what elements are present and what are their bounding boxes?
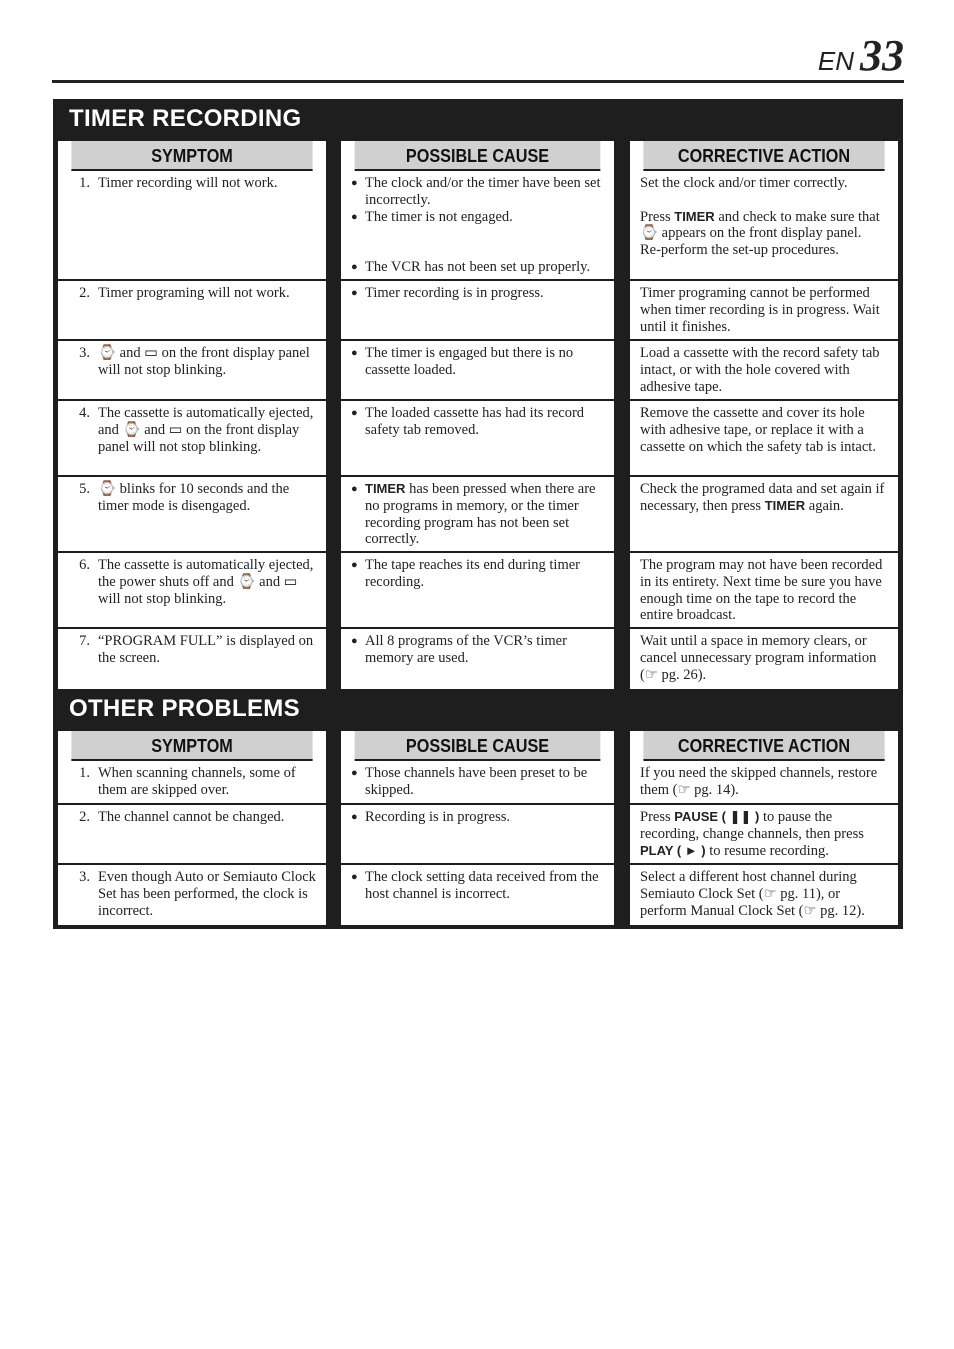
bullet-icon: ●: [351, 483, 358, 495]
language-code: EN: [817, 46, 854, 76]
table-row: [58, 281, 326, 341]
table-row: [58, 761, 326, 805]
table-row: [341, 553, 614, 629]
table-row: [630, 553, 898, 629]
bullet-icon: ●: [351, 347, 358, 359]
table-row: [341, 401, 614, 477]
action-text: The program may not have been recorded in its entirety. Next time be sure you have enough time on the tape to record the entire broadcast.: [640, 557, 883, 624]
action-text: Load a cassette with the record safety tab intact, or with the hole covered with adhesive tape.: [640, 345, 880, 395]
action-part: to pause the recording, change channels, then press: [640, 809, 864, 842]
action-text: Timer programing cannot be performed when timer recording is in progress. Wait until it finishes.: [640, 285, 880, 335]
action-part: Check the programed data and set again if necessary, then press: [640, 481, 885, 514]
table-row: [341, 865, 614, 925]
table-row: [630, 761, 898, 805]
bullet-icon: ●: [351, 871, 358, 883]
table-row: [630, 171, 898, 281]
cause-text: All 8 programs of the VCR’s timer memory are used.: [365, 633, 567, 666]
action-header: CORRECTIVE ACTION: [643, 731, 884, 761]
action-text: [640, 209, 890, 243]
cause-text: [365, 481, 606, 548]
table-row: [58, 865, 326, 925]
action-text: [630, 477, 898, 515]
timer-recording-section: [53, 99, 903, 689]
cause-text: The clock setting data received from the host channel is incorrect.: [365, 869, 599, 902]
action-text: Set the clock and/or timer correctly.: [640, 175, 848, 191]
bullet-icon: ●: [351, 635, 358, 647]
table-row: [630, 281, 898, 341]
cause-text: The loaded cassette has had its record safety tab removed.: [365, 405, 585, 438]
row-number: 4.: [79, 405, 90, 421]
table-row: [630, 865, 898, 925]
table-row: [341, 477, 614, 553]
symptom-text: Timer programing will not work.: [98, 285, 290, 301]
symptom-header: SYMPTOM: [71, 141, 312, 171]
action-text: Wait until a space in memory clears, or cancel unnecessary program information (☞ pg. 26).: [640, 633, 877, 683]
symptom-text: “PROGRAM FULL” is displayed on the screen.: [98, 633, 314, 666]
table-row: [630, 477, 898, 553]
cause-text: The timer is engaged but there is no cassette loaded.: [365, 345, 574, 378]
symptom-column: [58, 731, 326, 925]
table-row: [58, 477, 326, 553]
table-row: [58, 171, 326, 281]
symptom-column: [58, 141, 326, 689]
symptom-text: The cassette is automatically ejected, and ⌚ and ▭ on the front display panel will not stop blinking.: [98, 405, 314, 455]
cause-text: The tape reaches its end during timer recording.: [365, 557, 581, 590]
bullet-icon: ●: [351, 287, 358, 299]
section-title: TIMER RECORDING: [69, 105, 302, 132]
symptom-text: When scanning channels, some of them are skipped over.: [98, 765, 296, 798]
table-row: [58, 805, 326, 865]
action-text: Select a different host channel during Semiauto Clock Set (☞ pg. 11), or perform Manual Clock Set (☞ pg. 12).: [640, 869, 865, 919]
timer-key-label: TIMER: [674, 208, 715, 224]
table-row: [341, 281, 614, 341]
symptom-text: The cassette is automatically ejected, the power shuts off and ⌚ and ▭ will not stop blinking.: [98, 557, 314, 607]
row-number: 1.: [79, 765, 90, 781]
action-column: [630, 141, 898, 689]
table-row: [630, 401, 898, 477]
action-part: to resume recording.: [705, 842, 829, 859]
page-header: [52, 30, 904, 83]
row-number: 5.: [79, 481, 90, 497]
timer-key-label: TIMER: [365, 481, 406, 496]
table-row: [58, 553, 326, 629]
row-number: 3.: [79, 869, 90, 885]
action-header: CORRECTIVE ACTION: [643, 141, 884, 171]
cause-rest: has been pressed when there are no programs in memory, or the timer recording program has not been set correctly.: [365, 481, 596, 548]
action-part: Press: [640, 208, 675, 225]
action-text: If you need the skipped channels, restore them (☞ pg. 14).: [640, 765, 878, 798]
table-row: [341, 805, 614, 865]
bullet-icon: ●: [351, 559, 358, 571]
play-key-label: PLAY ( ► ): [640, 842, 706, 858]
table-row: [58, 401, 326, 477]
page-number: [817, 31, 904, 80]
page-number-value: 33: [860, 31, 904, 80]
row-number: 2.: [79, 285, 90, 301]
bullet-icon: ●: [351, 407, 358, 419]
table-row: [341, 629, 614, 689]
cause-header: POSSIBLE CAUSE: [355, 731, 601, 761]
symptom-text: The channel cannot be changed.: [98, 809, 285, 825]
row-number: 1.: [79, 175, 90, 191]
table-row: [630, 805, 898, 865]
pause-key-label: PAUSE ( ❚❚ ): [674, 809, 760, 824]
table-row: [341, 761, 614, 805]
cause-header: POSSIBLE CAUSE: [355, 141, 601, 171]
action-text: Re-perform the set-up procedures.: [640, 242, 839, 259]
cause-text: The VCR has not been set up properly.: [365, 258, 591, 275]
other-problems-section: [53, 689, 903, 929]
bullet-icon: ●: [351, 811, 358, 823]
row-number: 2.: [79, 809, 90, 825]
symptom-text: ⌚ blinks for 10 seconds and the timer mode is disengaged.: [98, 481, 290, 514]
section-title: OTHER PROBLEMS: [69, 695, 300, 722]
action-part: and check to make sure that ⌚ appears on the front display panel.: [640, 208, 880, 242]
action-text: [630, 805, 898, 859]
cause-text: The timer is not engaged.: [365, 208, 513, 225]
cause-column: [341, 731, 614, 925]
cause-text: Recording is in progress.: [365, 809, 510, 825]
action-part: again.: [805, 497, 844, 514]
bullet-icon: ●: [351, 177, 358, 189]
action-text: Remove the cassette and cover its hole with adhesive tape, or replace it with a cassette on which the safety tab is intact.: [640, 405, 876, 455]
table-row: [341, 171, 614, 281]
cause-text: Timer recording is in progress.: [365, 285, 544, 301]
row-number: 7.: [79, 633, 90, 649]
bullet-icon: ●: [351, 767, 358, 779]
symptom-header: SYMPTOM: [71, 731, 312, 761]
symptom-text: ⌚ and ▭ on the front display panel will not stop blinking.: [98, 345, 310, 378]
cause-column: [341, 141, 614, 689]
bullet-icon: ●: [351, 210, 358, 223]
cause-text: Those channels have been preset to be skipped.: [365, 765, 588, 798]
row-number: 6.: [79, 557, 90, 573]
symptom-text: Even though Auto or Semiauto Clock Set has been performed, the clock is incorrect.: [98, 869, 316, 919]
table-row: [58, 341, 326, 401]
bullet-icon: ●: [351, 260, 358, 273]
table-row: [341, 341, 614, 401]
cause-text: The clock and/or the timer have been set incorrectly.: [365, 175, 601, 208]
table-row: [630, 629, 898, 689]
table-row: [58, 629, 326, 689]
timer-key-label: TIMER: [764, 497, 806, 513]
row-number: 3.: [79, 345, 90, 361]
action-column: [630, 731, 898, 925]
action-part: Press: [640, 809, 675, 825]
symptom-text: Timer recording will not work.: [98, 175, 278, 191]
table-row: [630, 341, 898, 401]
